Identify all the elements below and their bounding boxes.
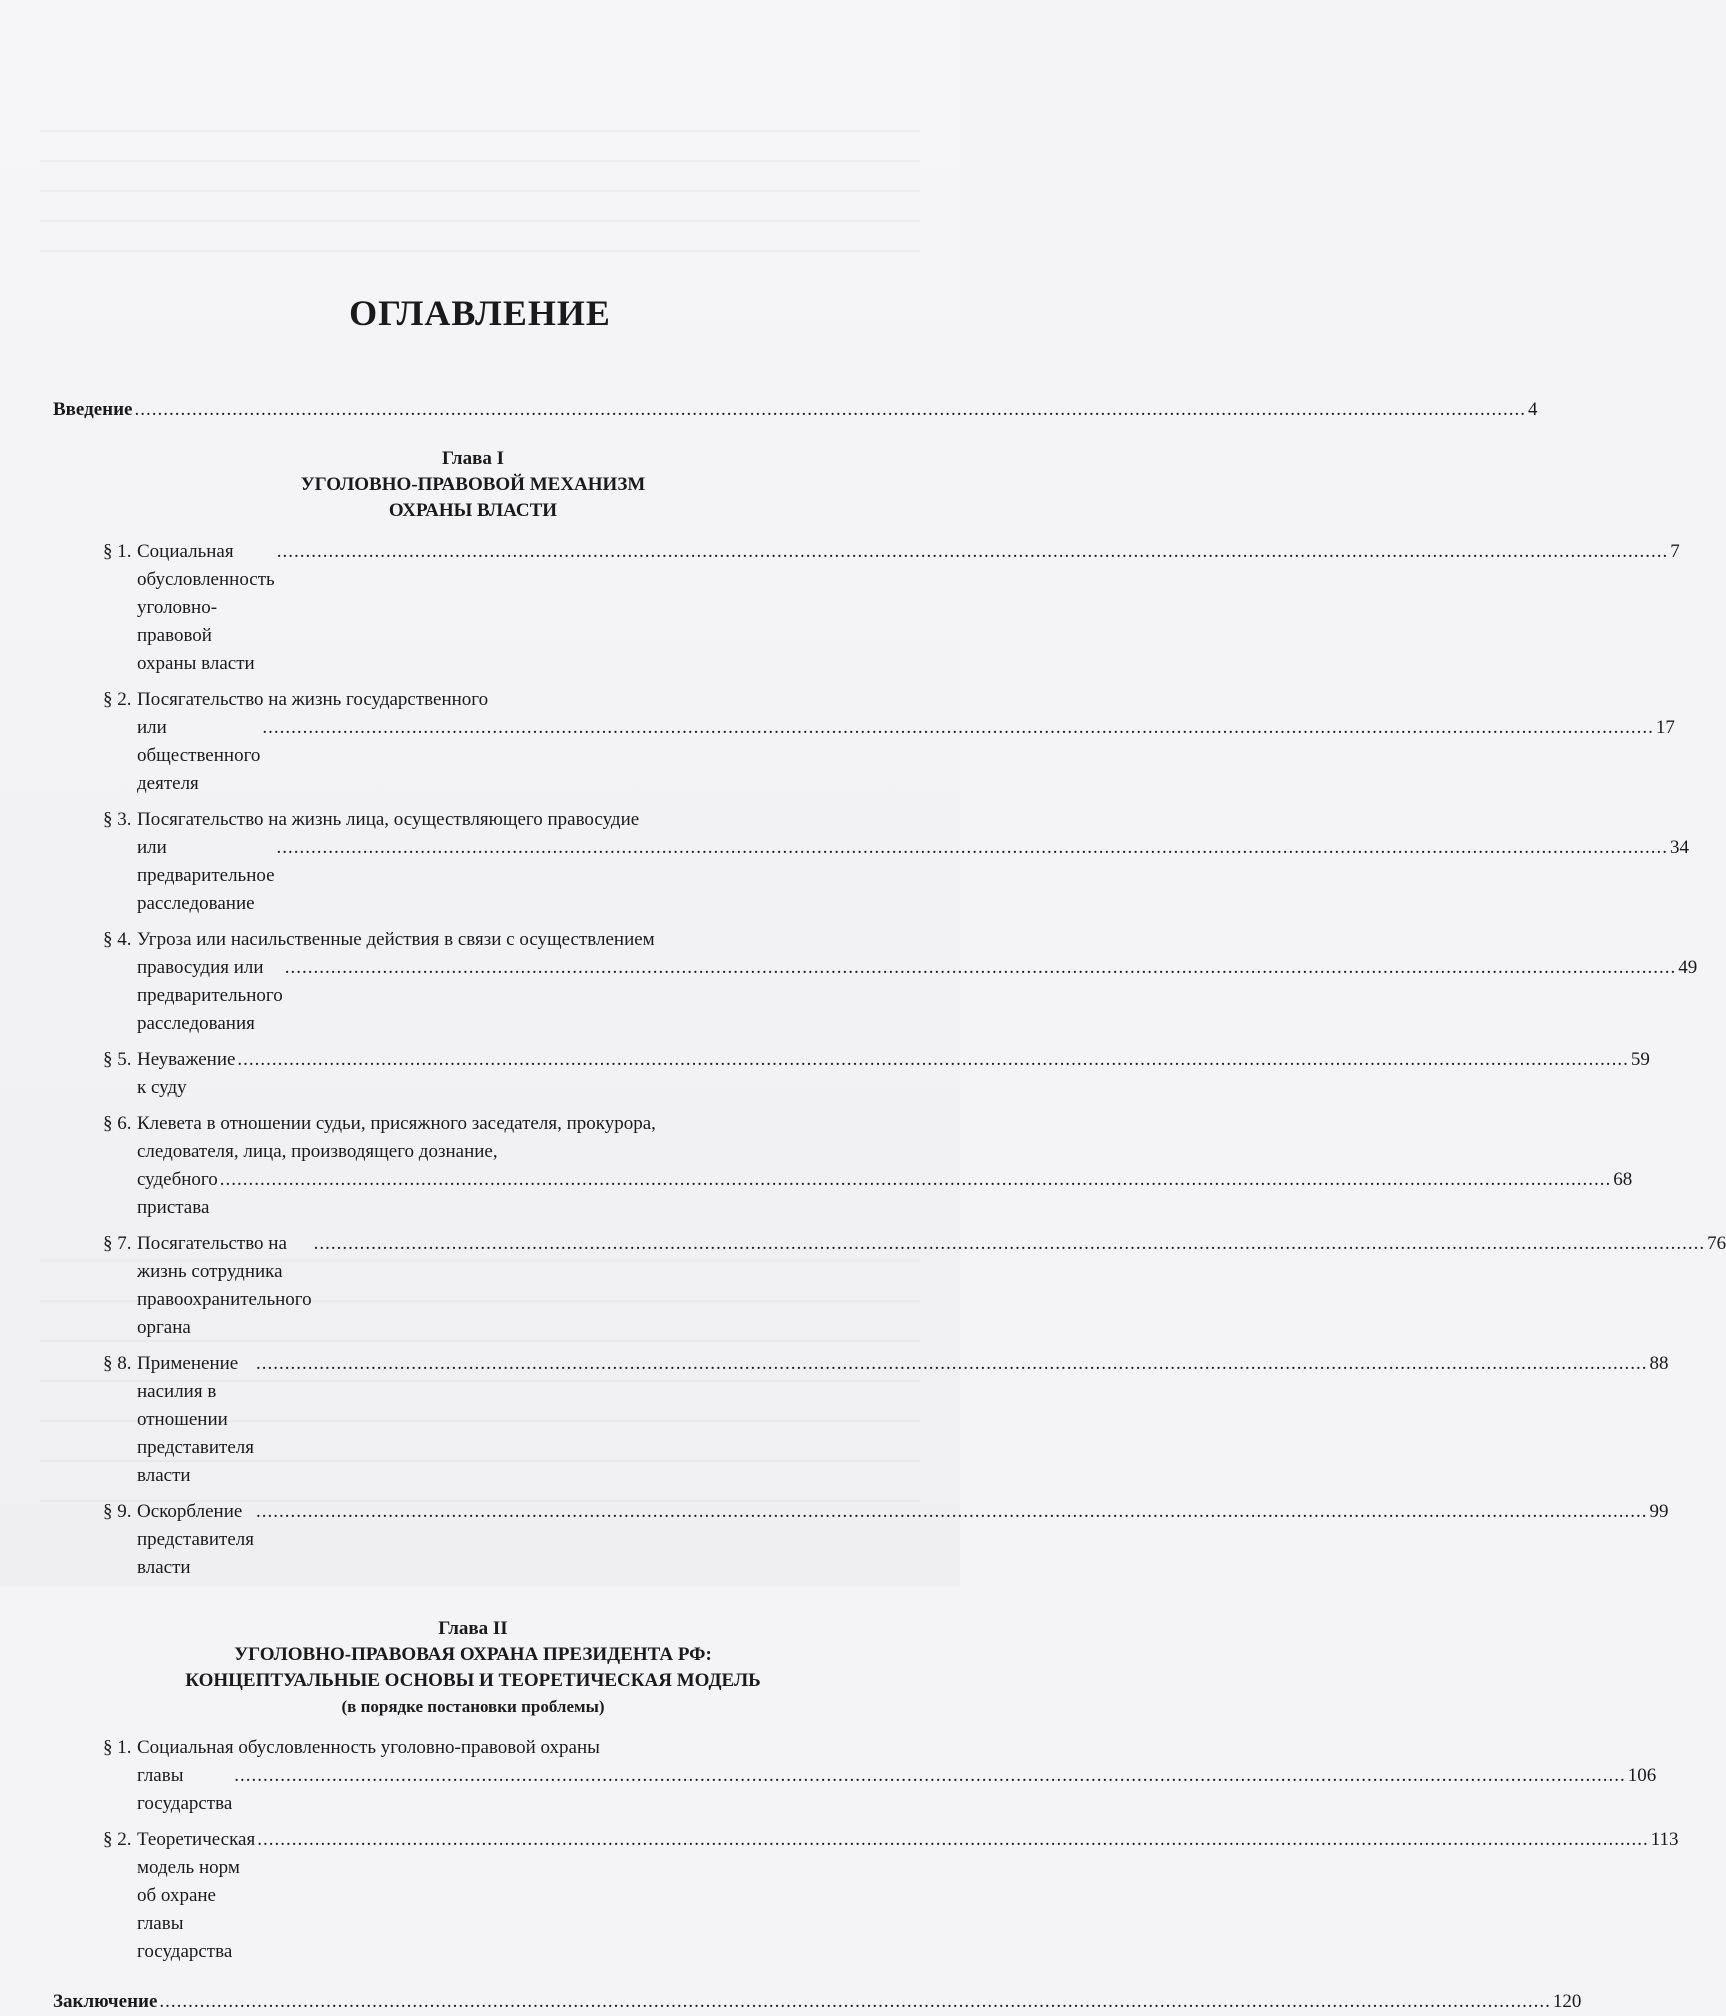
- dot-leader: [277, 538, 1669, 566]
- section-title-line: судебного пристава: [137, 1169, 218, 1218]
- toc-section-entry[interactable]: [53, 1230, 1726, 1342]
- section-number: § 1.: [103, 541, 132, 562]
- section-number: § 8.: [103, 1353, 132, 1374]
- toc-page-number: 99: [1649, 1501, 1669, 1522]
- section-title-line: главы государства: [137, 1765, 233, 1814]
- section-title-line: Теоретическая модель норм об охране главы государства: [137, 1829, 256, 1962]
- section-number: § 1.: [103, 1737, 132, 1758]
- toc-page-number: 34: [1670, 837, 1690, 858]
- toc-page-number: 76: [1707, 1233, 1726, 1254]
- section-title: [137, 1110, 1632, 1222]
- toc-page-number: 106: [1627, 1765, 1657, 1786]
- dot-leader: [285, 954, 1677, 982]
- dot-leader: [277, 834, 1669, 862]
- chapter-number: Глава I: [441, 448, 504, 469]
- toc-section-entry[interactable]: [53, 538, 1680, 678]
- toc-page-number: 120: [1552, 1991, 1582, 2012]
- section-title: [137, 686, 1675, 798]
- toc-page-number: 59: [1630, 1049, 1650, 1070]
- chapter-2-heading: [53, 1616, 893, 1720]
- toc-entry-label: Заключение: [53, 1991, 158, 2012]
- dot-leader: [256, 1350, 1648, 1378]
- section-title-line: Посягательство на жизнь государственного: [137, 689, 489, 710]
- toc-page-number: 68: [1613, 1169, 1633, 1190]
- chapter-title-line: ОХРАНЫ ВЛАСТИ: [388, 500, 558, 521]
- chapter-1-heading: [53, 446, 893, 524]
- dot-leader: [220, 1166, 1612, 1194]
- toc-entry-label: Введение: [53, 399, 133, 420]
- toc-page-number: 4: [1528, 399, 1538, 420]
- dot-leader: [135, 396, 1527, 424]
- section-title: [137, 1498, 1669, 1582]
- section-title-line: следователя, лица, производящего дознание,: [137, 1141, 498, 1162]
- dot-leader: [256, 1498, 1648, 1526]
- section-title: [137, 1230, 1726, 1342]
- section-title-line: Клевета в отношении судьи, присяжного заседателя, прокурора,: [137, 1113, 656, 1134]
- dot-leader: [262, 714, 1654, 742]
- toc-entry-conclusion[interactable]: [53, 1988, 1582, 2016]
- toc-section-entry[interactable]: [53, 926, 1698, 1038]
- toc-page-number: 17: [1655, 717, 1675, 738]
- toc-section-entry[interactable]: [53, 1110, 1633, 1222]
- chapter-title-line: КОНЦЕПТУАЛЬНЫЕ ОСНОВЫ И ТЕОРЕТИЧЕСКАЯ МОДЕЛЬ: [185, 1670, 761, 1691]
- dot-leader: [314, 1230, 1706, 1258]
- dot-leader: [159, 1988, 1551, 2016]
- chapter-2-sections: [53, 1734, 1679, 1966]
- toc-section-entry[interactable]: [53, 1046, 1650, 1102]
- toc-section-entry[interactable]: [53, 806, 1690, 918]
- dot-leader: [237, 1046, 1629, 1074]
- toc-page-number: 7: [1670, 541, 1680, 562]
- chapter-title-line: УГОЛОВНО-ПРАВОВАЯ ОХРАНА ПРЕЗИДЕНТА РФ:: [234, 1644, 712, 1665]
- table-of-contents: [53, 396, 1726, 2016]
- toc-section-entry[interactable]: [53, 686, 1675, 798]
- section-number: § 6.: [103, 1113, 132, 1134]
- section-title-line: или общественного деятеля: [137, 717, 261, 794]
- chapter-1-sections: [53, 538, 1726, 1582]
- chapter-subtitle: (в порядке постановки проблемы): [341, 1697, 605, 1716]
- section-number: § 3.: [103, 809, 132, 830]
- toc-page-number: 88: [1649, 1353, 1669, 1374]
- toc-page-number: 49: [1678, 957, 1698, 978]
- dot-leader: [234, 1762, 1626, 1790]
- section-title-line: Посягательство на жизнь лица, осуществляющего правосудие: [137, 809, 640, 830]
- toc-section-entry[interactable]: [53, 1734, 1657, 1818]
- section-title-line: Посягательство на жизнь сотрудника правоохранительного органа: [137, 1233, 312, 1338]
- section-number: § 9.: [103, 1501, 132, 1522]
- dot-leader: [257, 1826, 1649, 1854]
- section-title: [137, 538, 1680, 678]
- section-title: [137, 1734, 1656, 1818]
- section-title-line: Социальная обусловленность уголовно-правовой охраны: [137, 1737, 600, 1758]
- section-title-line: или предварительное расследование: [137, 837, 275, 914]
- section-title: [137, 926, 1697, 1038]
- section-title-line: Применение насилия в отношении представителя власти: [137, 1353, 255, 1486]
- section-title: [137, 1350, 1669, 1490]
- toc-section-entry[interactable]: [53, 1350, 1669, 1490]
- section-number: § 7.: [103, 1233, 132, 1254]
- section-title-line: Оскорбление представителя власти: [137, 1501, 255, 1578]
- chapter-number: Глава II: [438, 1618, 508, 1639]
- toc-section-entry[interactable]: [53, 1498, 1669, 1582]
- page-title: ОГЛАВЛЕНИЕ: [349, 293, 611, 333]
- toc-page-number: 113: [1650, 1829, 1679, 1850]
- section-number: § 2.: [103, 1829, 132, 1850]
- toc-entry-introduction[interactable]: [53, 396, 1538, 424]
- toc-section-entry[interactable]: [53, 1826, 1679, 1966]
- section-number: § 4.: [103, 929, 132, 950]
- section-title-line: правосудия или предварительного расследования: [137, 957, 283, 1034]
- section-title-line: Неуважение к суду: [137, 1049, 236, 1098]
- section-title: [137, 806, 1689, 918]
- section-number: § 5.: [103, 1049, 132, 1070]
- section-title: [137, 1826, 1679, 1966]
- chapter-title-line: УГОЛОВНО-ПРАВОВОЙ МЕХАНИЗМ: [300, 474, 646, 495]
- section-title-line: Социальная обусловленность уголовно-правовой охраны власти: [137, 541, 275, 674]
- section-title: [137, 1046, 1650, 1102]
- section-title-line: Угроза или насильственные действия в связи с осуществлением: [137, 929, 655, 950]
- section-number: § 2.: [103, 689, 132, 710]
